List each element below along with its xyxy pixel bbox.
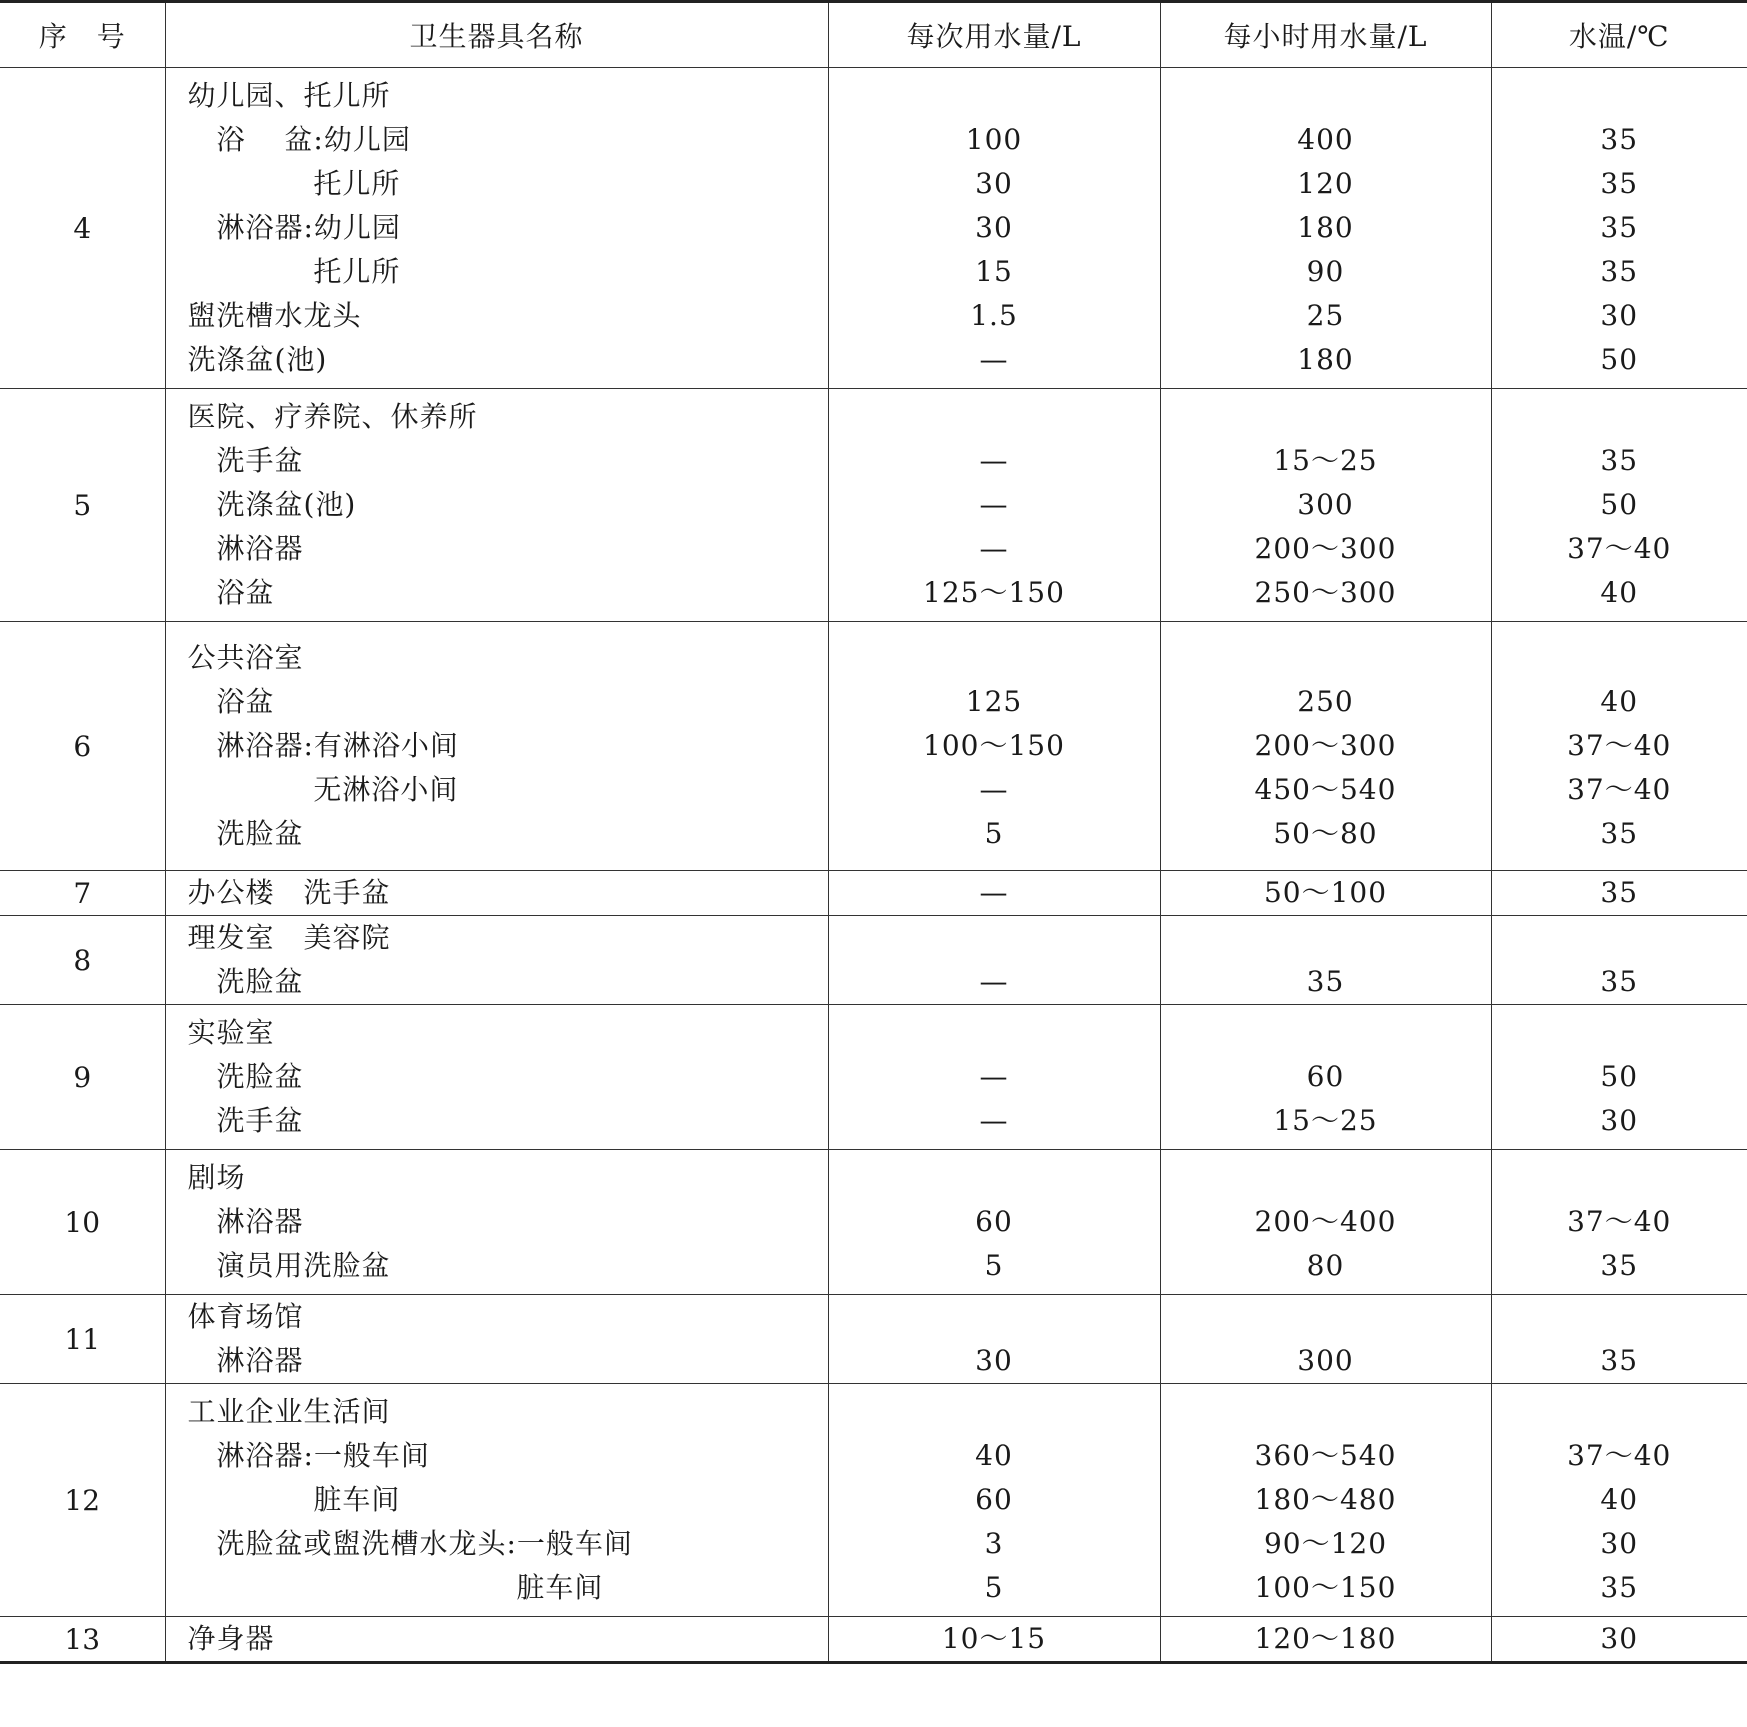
per-use-cell <box>828 1295 1160 1384</box>
fixture-name: 浴盆 <box>187 685 275 718</box>
per-use-cell <box>828 622 1160 871</box>
cell-value: 15～25 <box>1273 1104 1378 1137</box>
fixture-name: 盥洗槽水龙头 <box>187 299 362 332</box>
table-row <box>0 622 1747 871</box>
cell-value: 50 <box>1600 343 1639 376</box>
fixture-name-cell <box>165 1295 828 1384</box>
cell-value: — <box>979 1104 1009 1137</box>
cell-value: — <box>979 343 1009 376</box>
table-row <box>0 68 1747 389</box>
table-row <box>0 389 1747 622</box>
per-hour-cell <box>1160 1617 1491 1663</box>
fixture-name: 浴 盆:幼儿园 <box>187 123 411 156</box>
cell-value: 200～300 <box>1254 532 1397 565</box>
cell-value <box>1161 395 1491 439</box>
table-row <box>0 1384 1747 1617</box>
cell-value: 80 <box>1306 1249 1345 1282</box>
fixture-name: 淋浴器 <box>187 1205 304 1238</box>
cell-value: 35 <box>1600 167 1639 200</box>
cell-value: 15～25 <box>1273 444 1378 477</box>
cell-value: 30 <box>975 211 1013 244</box>
cell-value: 250 <box>1297 685 1354 718</box>
cell-value <box>829 1295 1160 1339</box>
cell-value: 37～40 <box>1567 729 1672 762</box>
header-fixture-name: 卫生器具名称 <box>165 2 828 68</box>
cell-value <box>1492 1390 1747 1434</box>
row-index: 11 <box>0 1295 165 1384</box>
fixture-name: 洗手盆 <box>187 1104 304 1137</box>
table-row <box>0 1295 1747 1384</box>
fixture-name: 淋浴器 <box>187 1344 304 1377</box>
cell-value: 35 <box>1600 1249 1639 1282</box>
per-hour-cell <box>1160 622 1491 871</box>
fixture-name-cell <box>165 68 828 389</box>
cell-value: 100～150 <box>1254 1571 1397 1604</box>
cell-value: 360～540 <box>1254 1439 1397 1472</box>
cell-value: 60 <box>1306 1060 1345 1093</box>
header-water-temp: 水温/℃ <box>1491 2 1747 68</box>
cell-value: 180～480 <box>1254 1483 1397 1516</box>
cell-value: 40 <box>1600 1483 1639 1516</box>
cell-value: 120～180 <box>1254 1622 1397 1655</box>
fixture-name: 洗手盆 <box>187 444 304 477</box>
water-temp-cell <box>1491 1617 1747 1663</box>
cell-value: 37～40 <box>1567 773 1672 806</box>
fixture-name-cell <box>165 1150 828 1295</box>
water-temp-cell <box>1491 1295 1747 1384</box>
cell-value: 35 <box>1600 255 1639 288</box>
row-index: 7 <box>0 871 165 916</box>
row-index: 13 <box>0 1617 165 1663</box>
header-row <box>0 2 1747 68</box>
per-use-cell <box>828 1617 1160 1663</box>
cell-value <box>1161 1011 1491 1055</box>
per-hour-cell <box>1160 1295 1491 1384</box>
cell-value: 50～100 <box>1263 876 1388 909</box>
header-per-hour: 每小时用水量/L <box>1160 2 1491 68</box>
cell-value <box>1492 1156 1747 1200</box>
cell-value <box>829 395 1160 439</box>
fixture-name: 脏车间 <box>187 1483 401 1516</box>
water-temp-cell <box>1491 916 1747 1005</box>
cell-value: — <box>979 532 1009 565</box>
water-temp-cell <box>1491 1005 1747 1150</box>
cell-value: 300 <box>1297 488 1354 521</box>
per-hour-cell <box>1160 389 1491 622</box>
fixture-name: 脏车间 <box>187 1571 604 1604</box>
row-index: 4 <box>0 68 165 389</box>
per-use-cell <box>828 1384 1160 1617</box>
per-use-cell <box>828 1150 1160 1295</box>
cell-value <box>1161 74 1491 118</box>
cell-value: 40 <box>1600 685 1639 718</box>
cell-value: 50 <box>1600 488 1639 521</box>
cell-value: 50～80 <box>1273 817 1378 850</box>
water-temp-cell <box>1491 1150 1747 1295</box>
table-row <box>0 1150 1747 1295</box>
per-use-cell <box>828 389 1160 622</box>
fixture-name-cell <box>165 1617 828 1663</box>
cell-value: 35 <box>1600 1571 1639 1604</box>
fixture-name: 实验室 <box>187 1016 275 1049</box>
cell-value <box>1492 636 1747 680</box>
fixture-name: 幼儿园、托儿所 <box>187 79 391 112</box>
fixture-name-cell <box>165 389 828 622</box>
fixture-name-cell <box>165 916 828 1005</box>
cell-value: 60 <box>975 1205 1013 1238</box>
per-use-cell <box>828 916 1160 1005</box>
cell-value: 30 <box>975 167 1013 200</box>
row-index: 9 <box>0 1005 165 1150</box>
per-use-cell <box>828 871 1160 916</box>
fixture-name: 洗涤盆(池) <box>187 488 357 521</box>
cell-value: 35 <box>1306 965 1345 998</box>
per-hour-cell <box>1160 1150 1491 1295</box>
cell-value: 250～300 <box>1254 576 1397 609</box>
per-use-cell <box>828 1005 1160 1150</box>
cell-value <box>1492 74 1747 118</box>
water-temp-cell <box>1491 389 1747 622</box>
water-temp-cell <box>1491 871 1747 916</box>
cell-value: 30 <box>1600 1104 1639 1137</box>
cell-value: 35 <box>1600 817 1639 850</box>
fixture-name: 办公楼 洗手盆 <box>187 876 391 909</box>
cell-value: — <box>979 965 1009 998</box>
fixture-name: 剧场 <box>187 1161 246 1194</box>
cell-value <box>829 1011 1160 1055</box>
cell-value: 1.5 <box>970 299 1018 332</box>
cell-value: 5 <box>984 817 1004 850</box>
table-row <box>0 871 1747 916</box>
fixture-name-cell <box>165 871 828 916</box>
cell-value: 100 <box>965 123 1023 156</box>
cell-value: 35 <box>1600 211 1639 244</box>
cell-value <box>829 74 1160 118</box>
cell-value: 120 <box>1297 167 1354 200</box>
cell-value <box>1161 916 1491 960</box>
fixture-name: 洗涤盆(池) <box>187 343 328 376</box>
cell-value: 100～150 <box>923 729 1065 762</box>
header-per-use: 每次用水量/L <box>828 2 1160 68</box>
cell-value: 400 <box>1297 123 1354 156</box>
cell-value: 40 <box>1600 576 1639 609</box>
per-hour-cell <box>1160 68 1491 389</box>
cell-value <box>829 1390 1160 1434</box>
cell-value: 35 <box>1600 876 1639 909</box>
cell-value: 60 <box>975 1483 1013 1516</box>
cell-value: 450～540 <box>1254 773 1397 806</box>
cell-value: 180 <box>1297 343 1354 376</box>
cell-value: 125 <box>965 685 1023 718</box>
cell-value: 90 <box>1306 255 1345 288</box>
cell-value: 30 <box>1600 1622 1639 1655</box>
cell-value: 90～120 <box>1263 1527 1388 1560</box>
water-temp-cell <box>1491 68 1747 389</box>
cell-value: 15 <box>975 255 1013 288</box>
cell-value: — <box>979 1060 1009 1093</box>
cell-value: 30 <box>1600 1527 1639 1560</box>
cell-value: 40 <box>975 1439 1013 1472</box>
row-index: 10 <box>0 1150 165 1295</box>
fixture-name: 演员用洗脸盆 <box>187 1249 391 1282</box>
table-row <box>0 1617 1747 1663</box>
fixture-name-cell <box>165 622 828 871</box>
fixture-name: 工业企业生活间 <box>187 1395 391 1428</box>
cell-value: — <box>979 876 1009 909</box>
fixture-name: 洗脸盆 <box>187 965 304 998</box>
cell-value <box>1492 395 1747 439</box>
cell-value: 10～15 <box>941 1622 1047 1655</box>
cell-value: — <box>979 488 1009 521</box>
fixture-name: 托儿所 <box>187 255 401 288</box>
header-index: 序 号 <box>0 2 165 68</box>
cell-value <box>1492 1295 1747 1339</box>
cell-value <box>1492 1011 1747 1055</box>
table-body <box>0 68 1747 1663</box>
fixture-name: 淋浴器:幼儿园 <box>187 211 401 244</box>
cell-value: — <box>979 444 1009 477</box>
cell-value: 200～300 <box>1254 729 1397 762</box>
fixture-name: 淋浴器 <box>187 532 304 565</box>
cell-value <box>1161 1390 1491 1434</box>
cell-value: 35 <box>1600 123 1639 156</box>
cell-value: 300 <box>1297 1344 1354 1377</box>
row-index: 12 <box>0 1384 165 1617</box>
water-temp-cell <box>1491 622 1747 871</box>
row-index: 8 <box>0 916 165 1005</box>
cell-value: 200～400 <box>1254 1205 1397 1238</box>
per-hour-cell <box>1160 1005 1491 1150</box>
fixture-name: 洗脸盆 <box>187 1060 304 1093</box>
per-hour-cell <box>1160 871 1491 916</box>
row-index: 6 <box>0 622 165 871</box>
cell-value: 3 <box>984 1527 1004 1560</box>
per-use-cell <box>828 68 1160 389</box>
cell-value <box>829 916 1160 960</box>
cell-value <box>829 1156 1160 1200</box>
cell-value: 50 <box>1600 1060 1639 1093</box>
fixture-name: 无淋浴小间 <box>187 773 459 806</box>
row-index: 5 <box>0 389 165 622</box>
fixture-name: 浴盆 <box>187 576 275 609</box>
cell-value: 35 <box>1600 444 1639 477</box>
cell-value: 125～150 <box>923 576 1065 609</box>
cell-value <box>1161 636 1491 680</box>
fixture-name: 洗脸盆或盥洗槽水龙头:一般车间 <box>187 1527 633 1560</box>
per-hour-cell <box>1160 1384 1491 1617</box>
cell-value: 35 <box>1600 965 1639 998</box>
cell-value: 30 <box>975 1344 1013 1377</box>
fixture-name: 公共浴室 <box>187 641 304 674</box>
fixture-name: 净身器 <box>187 1622 275 1655</box>
cell-value: 35 <box>1600 1344 1639 1377</box>
per-hour-cell <box>1160 916 1491 1005</box>
fixture-name: 淋浴器:有淋浴小间 <box>187 729 459 762</box>
fixture-name-cell <box>165 1005 828 1150</box>
fixture-name: 淋浴器:一般车间 <box>187 1439 430 1472</box>
table-row <box>0 916 1747 1005</box>
cell-value: 25 <box>1306 299 1345 332</box>
cell-value: 180 <box>1297 211 1354 244</box>
table-row <box>0 1005 1747 1150</box>
cell-value: 5 <box>984 1249 1004 1282</box>
fixture-name: 理发室 美容院 <box>187 921 391 954</box>
cell-value: 5 <box>984 1571 1004 1604</box>
cell-value: — <box>979 773 1009 806</box>
cell-value <box>1161 1156 1491 1200</box>
fixture-name-cell <box>165 1384 828 1617</box>
cell-value <box>1492 916 1747 960</box>
cell-value: 37～40 <box>1567 1439 1672 1472</box>
fixture-name: 洗脸盆 <box>187 817 304 850</box>
fixture-name: 医院、疗养院、休养所 <box>187 400 478 433</box>
cell-value <box>829 636 1160 680</box>
cell-value <box>1161 1295 1491 1339</box>
cell-value: 37～40 <box>1567 532 1672 565</box>
fixture-name: 体育场馆 <box>187 1300 304 1333</box>
cell-value: 30 <box>1600 299 1639 332</box>
fixture-name: 托儿所 <box>187 167 401 200</box>
water-temp-cell <box>1491 1384 1747 1617</box>
cell-value: 37～40 <box>1567 1205 1672 1238</box>
